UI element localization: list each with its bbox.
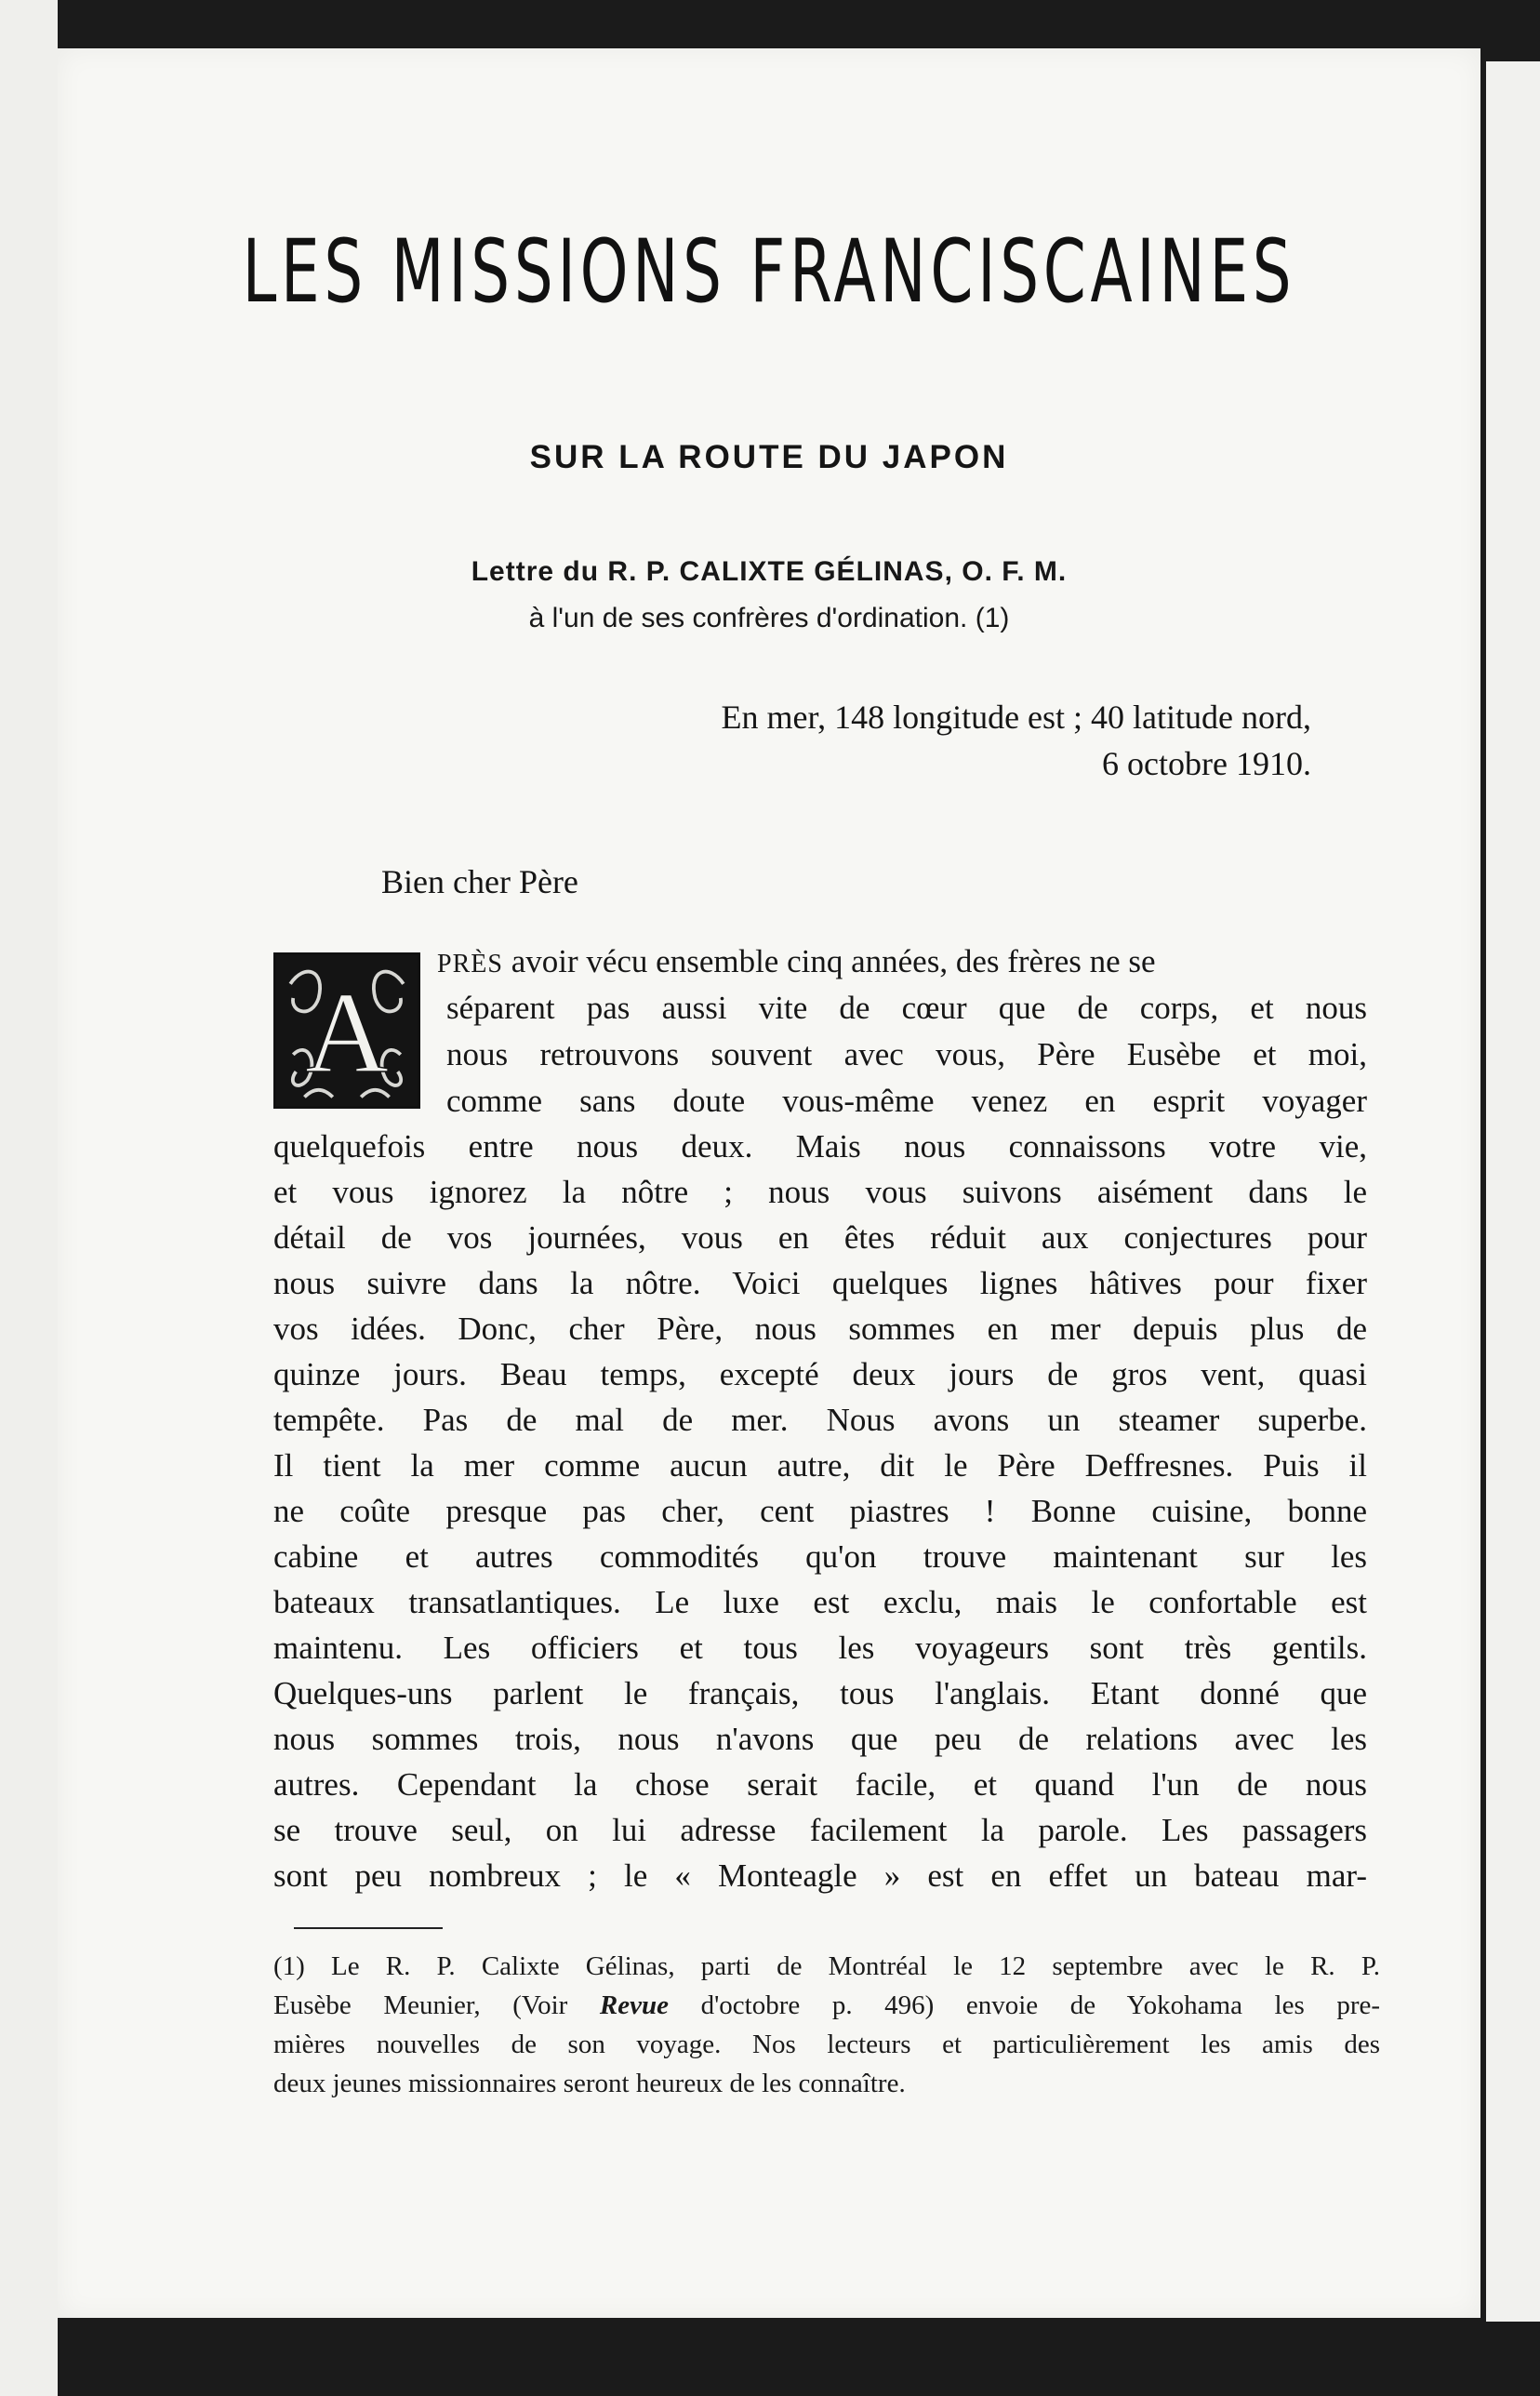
byline-recipient: à l'un de ses confrères d'ordination. (1) — [528, 603, 1010, 633]
body-line-3: nous retrouvons souvent avec vous, Père Eusèbe et moi, — [446, 1036, 1367, 1072]
byline-author: Lettre du R. P. CALIXTE GÉLINAS, O. F. M. — [471, 556, 1068, 587]
body-line-5: quelquefois entre nous deux. Mais nous connaissons votre vie, — [273, 1128, 1367, 1165]
body-line-7: détail de vos journées, vous en êtes réduit aux conjectures pour — [273, 1219, 1367, 1256]
footnote-revue: Revue — [599, 1990, 669, 2020]
footnote-text: Eusèbe Meunier, (Voir — [273, 1990, 568, 2020]
scan-left-margin — [0, 0, 58, 2396]
dropcap-ornament-icon — [276, 955, 418, 1106]
body-line-11: tempête. Pas de mal de mer. Nous avons un steamer superbe. — [273, 1402, 1367, 1438]
body-line-18: nous sommes trois, nous n'avons que peu de relations avec les — [273, 1721, 1367, 1757]
body-line-4: comme sans doute vous-même venez en esprit voyager — [446, 1083, 1367, 1119]
body-line-13: ne coûte presque pas cher, cent piastres ! Bonne cuisine, bonne — [273, 1493, 1367, 1529]
body-line-6: et vous ignorez la nôtre ; nous vous suivons aisément dans le — [273, 1174, 1367, 1210]
body-line-10: quinze jours. Beau temps, excepté deux jours de gros vent, quasi — [273, 1356, 1367, 1392]
dateline-location: En mer, 148 longitude est ; 40 latitude nord, — [721, 699, 1311, 736]
page-title: LES MISSIONS FRANCISCAINES — [242, 221, 1296, 323]
footnote-divider — [294, 1927, 443, 1929]
page-subtitle: SUR LA ROUTE DU JAPON — [529, 439, 1009, 475]
body-line-1 — [437, 943, 1367, 980]
body-line-21: sont peu nombreux ; le « Monteagle » est en effet un bateau mar- — [273, 1857, 1367, 1894]
footnote-line-4: deux jeunes missionnaires seront heureux de les connaître. — [273, 2069, 906, 2098]
body-line-17: Quelques-uns parlent le français, tous l'anglais. Etant donné que — [273, 1675, 1367, 1711]
page — [58, 48, 1480, 2318]
dropcap-letter: A — [304, 968, 390, 1098]
body-line-16: maintenu. Les officiers et tous les voyageurs sont très gentils. — [273, 1630, 1367, 1666]
footnote-line-2 — [273, 1990, 1380, 2021]
scan-next-page-edge — [1486, 61, 1540, 2322]
body-text: avoir vécu ensemble cinq années, des frères ne se — [511, 943, 1156, 979]
body-line-20: se trouve seul, on lui adresse facilement la parole. Les passagers — [273, 1812, 1367, 1848]
first-word-rest: PRÈS — [437, 950, 503, 978]
footnote-text: d'octobre p. 496) envoie de Yokohama les pre- — [700, 1990, 1381, 2020]
ornamental-dropcap — [273, 952, 420, 1109]
body-line-19: autres. Cependant la chose serait facile, et quand l'un de nous — [273, 1766, 1367, 1803]
body-line-15: bateaux transatlantiques. Le luxe est exclu, mais le confortable est — [273, 1584, 1367, 1620]
dateline-date: 6 octobre 1910. — [1102, 745, 1311, 782]
body-line-8: nous suivre dans la nôtre. Voici quelques lignes hâtives pour fixer — [273, 1265, 1367, 1301]
body-line-2: séparent pas aussi vite de cœur que de corps, et nous — [446, 990, 1367, 1026]
footnote-line-3: mières nouvelles de son voyage. Nos lecteurs et particulièrement les amis des — [273, 2030, 1380, 2059]
footnote-line-1: (1) Le R. P. Calixte Gélinas, parti de Montréal le 12 septembre avec le R. P. — [273, 1951, 1380, 1981]
body-line-9: vos idées. Donc, cher Père, nous sommes en mer depuis plus de — [273, 1311, 1367, 1347]
body-line-12: Il tient la mer comme aucun autre, dit le Père Deffresnes. Puis il — [273, 1447, 1367, 1484]
salutation: Bien cher Père — [381, 863, 578, 900]
body-line-14: cabine et autres commodités qu'on trouve maintenant sur les — [273, 1538, 1367, 1575]
